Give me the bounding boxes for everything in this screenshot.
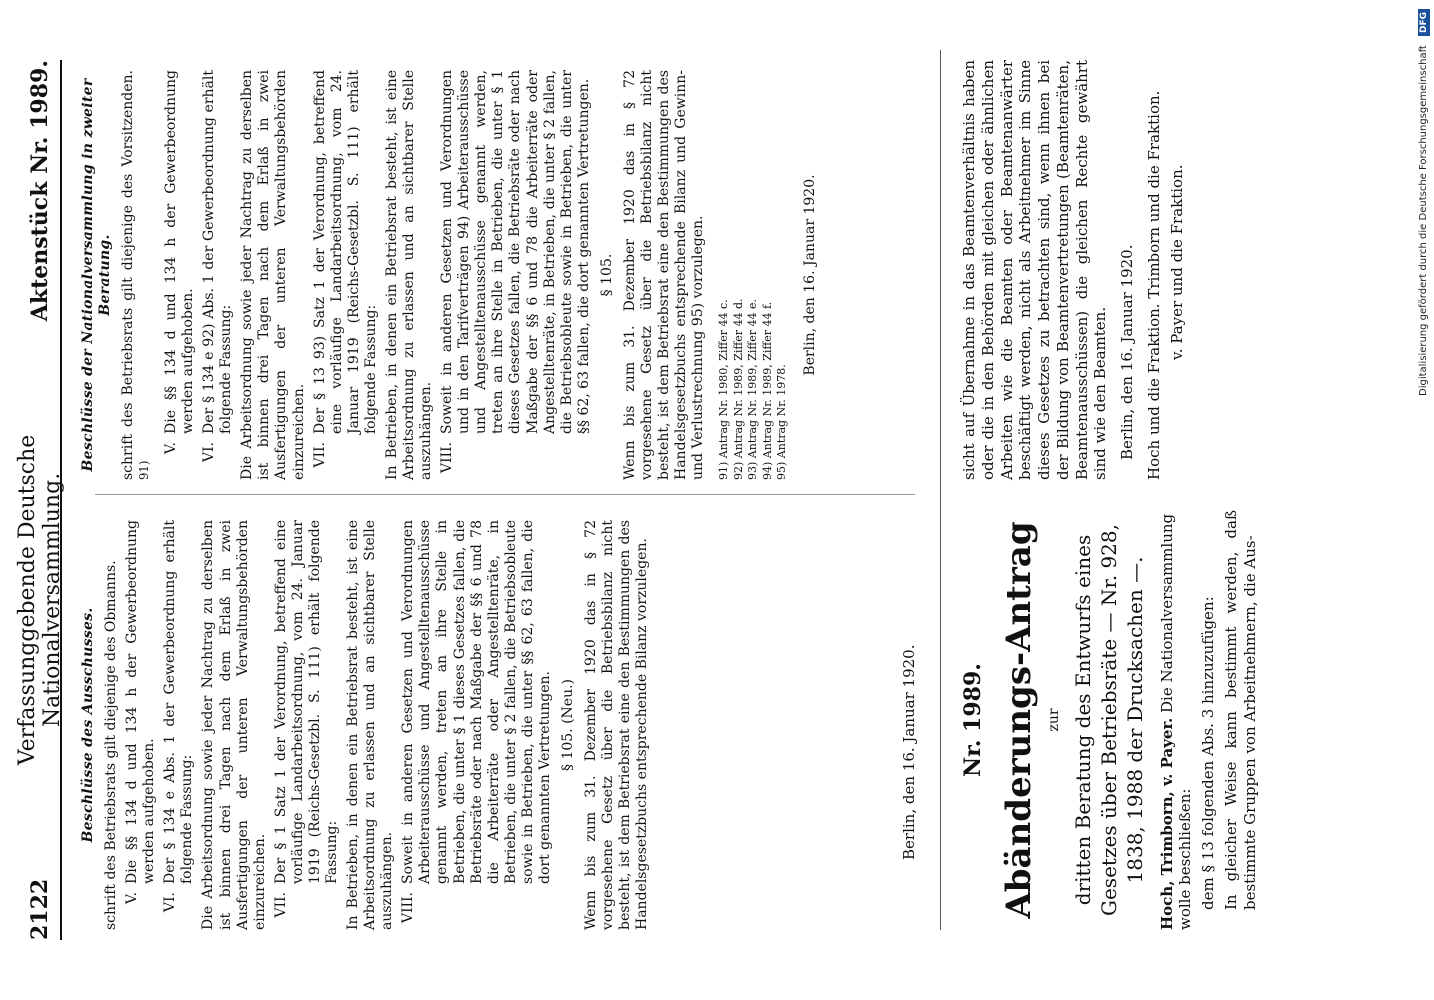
page-header — [15, 60, 65, 940]
section-rule — [940, 50, 941, 930]
item-number: VII. — [272, 892, 289, 918]
item-text: Der § 134 e Abs. 1 der Gewerbeordnung erhält folgende Fassung: — [162, 520, 196, 884]
committee-item-vi — [162, 520, 196, 930]
amendment-date: Berlin, den 16. Januar 1920. — [1118, 244, 1136, 460]
amendment-right-column — [960, 60, 1186, 480]
committee-column — [80, 520, 655, 930]
assembly-section-text: Wenn bis zum 31. Dezember 1920 das in § 72 vorgesehene Gesetz über die Betriebsbilanz nicht besteht, ist dem Betriebsrat eine den Bestimmungen des Handelsgesetzbuchs entsprechende Bilanz und Gewinn- und Verlustrechnung 95) vorzulegen. — [621, 70, 707, 480]
committee-heading: Beschlüsse des Ausschusses. — [80, 607, 96, 843]
committee-item-v — [124, 520, 158, 930]
item-text: Der § 1 Satz 1 der Verordnung, betreffend eine vorläufige Landarbeitsordnung, vom 24. Januar 1919 (Reichs-Gesetzbl. S. 111) erhält folgende Fassung: — [272, 520, 341, 884]
amendment-left-column — [960, 510, 1259, 930]
motion-text-start: In gleicher Weise kann bestimmt werden, daß bestimmte Gruppen von Arbeitnehmern, die Aus- — [1221, 510, 1259, 910]
item-number: VIII. — [439, 442, 456, 474]
motion-text-continued: sicht auf Übernahme in das Beamtenverhältnis haben oder die in den Behörden mit gleichen oder ähnlichen Arbeiten wie die Beamten oder Beamtenanwärter beschäftigt werden, nicht als Arbeitnehmer im Sinne dieses Gesetzes zu betrachten sind, wenn ihnen bei der Bildung von Beamtenvertretungen (Beamtenräten, Beamtenausschüssen) die gleichen Rechte gewährt sind wie den Beamten. — [960, 60, 1110, 480]
motion-intro — [1158, 510, 1196, 930]
credit-text: Digitalisierung gefördert durch die Deutsche Forschungsgemeinschaft — [1418, 45, 1429, 396]
item-number: VIII. — [400, 892, 417, 924]
assembly-item-viii — [439, 70, 593, 480]
committee-section-heading: § 105. (Neu.) — [560, 679, 577, 771]
item-text: Der § 134 e 92) Abs. 1 der Gewerbeordnung erhält folgende Fassung: — [201, 70, 235, 434]
item-number: VII. — [311, 442, 328, 468]
motion-paragraph: dem § 13 folgenden Abs. 3 hinzuzufügen: — [1199, 596, 1217, 910]
item-text: Die §§ 134 d und 134 h der Gewerbeordnung werden aufgehoben. — [162, 70, 197, 434]
dfg-logo: DFG — [1418, 9, 1430, 36]
committee-item-vii-quote: In Betrieben, in denen ein Betriebsrat besteht, ist eine Arbeitsordnung zu erlassen und an sichtbarer Stelle auszuhängen. — [345, 520, 396, 930]
item-number: VI. — [162, 892, 179, 913]
signatures-line-2: v. Payer und die Fraktion. — [1167, 164, 1186, 360]
footnote: 92) Antrag Nr. 1989, Ziffer 44 d. — [731, 298, 745, 480]
footnote-ref: 91) — [137, 460, 152, 480]
footnotes — [717, 70, 788, 480]
amendment-title: Abänderungs-Antrag — [998, 521, 1039, 919]
item-text: Die §§ 134 d und 134 h der Gewerbeordnung werden aufgehoben. — [124, 520, 158, 884]
footnote: 95) Antrag Nr. 1978. — [774, 364, 788, 480]
item-number: V. — [124, 892, 141, 905]
digitization-credit — [1418, 6, 1432, 406]
assembly-section-heading: § 105. — [598, 253, 615, 297]
committee-item-vii — [273, 520, 341, 930]
committee-item-vi-quote: Die Arbeitsordnung sowie jeder Nachtrag zu derselben ist binnen drei Tagen nach dem Erlaß in zwei Ausfertigungen der unteren Verwaltungsbehörden einzureichen. — [200, 520, 268, 930]
motion-authors: Hoch, Trimborn, v. Payer. — [1157, 717, 1176, 930]
amendment-section — [940, 50, 1259, 930]
item-text: Soweit in anderen Gesetzen und Verordnungen Arbeiterausschüsse und Angestelltenausschüsse genannt werden, treten an ihre Stelle in Betrieben, die unter § 1 dieses Gesetzes fallen, die Betriebsräte oder nach Maßgabe der §§ 6 und 78 die Arbeiterräte oder Angestelltenräte, in Betrieben, die unter § 2 fallen, die Betriebsobleute sowie in Betrieben, die unter §§ 62, 63 fallen, die dort genannten Vertretungen. — [400, 520, 553, 884]
footnote: 91) Antrag Nr. 1980, Ziffer 44 c. — [717, 299, 731, 480]
item-text: Der § 13 93) Satz 1 der Verordnung, betreffend eine vorläufige Landarbeitsordnung, vom 24. Januar 1919 (Reichs-Gesetzbl. S. 111) erhält folgende Fassung: — [311, 70, 379, 434]
item-text: Soweit in anderen Gesetzen und Verordnungen und in den Tarifverträgen 94) Arbeiterausschüsse und Angestelltenausschüsse genannt werden, treten an ihre Stelle in Betrieben, die unter § 1 dieses Gesetzes fallen, die Betriebsräte oder nach Maßgabe der §§ 6 und 78 die Arbeiterräte oder Angestelltenräte, in Betrieben, die unter § 2 fallen, die Betriebsobleute sowie in Betrieben, die unter §§ 62, 63 fallen, die dort genannten Vertretungen. — [439, 70, 592, 434]
assembly-item-vi — [201, 70, 235, 480]
header-title: Verfassunggebende Deutsche Nationalversammlung. — [15, 434, 65, 766]
item-number: V. — [162, 442, 179, 455]
assembly-date: Berlin, den 16. Januar 1920. — [802, 174, 819, 376]
signatures-line-1: Hoch und die Fraktion. Trimborn und die Fraktion. — [1144, 90, 1163, 480]
assembly-heading: Beschlüsse der Nationalversammlung in zweiter Beratung. — [80, 78, 114, 472]
item-number: VI. — [201, 442, 218, 463]
amendment-subtitle: dritten Beratung des Entwurfs eines Gesetzes über Betriebsräte — Nr. 928, 1838, 1988 der Drucksachen —. — [1070, 524, 1147, 916]
motion-intro-text: Die Nationalversammlung wolle beschließen: — [1157, 513, 1195, 930]
assembly-intro — [120, 70, 159, 480]
amendment-number: Nr. 1989. — [960, 663, 986, 777]
document-reference: Aktenstück Nr. 1989. — [27, 60, 53, 322]
assembly-item-vi-quote: Die Arbeitsordnung sowie jeder Nachtrag zu derselben ist binnen drei Tagen nach dem Erlaß in zwei Ausfertigungen der unteren Verwaltungsbehörden einzureichen. — [239, 70, 307, 480]
committee-item-viii — [400, 520, 554, 930]
assembly-intro-text: schrift des Betriebsrats gilt diejenige des Vorsitzenden. — [120, 70, 137, 480]
page-number: 2122 — [27, 878, 53, 940]
assembly-column — [80, 70, 825, 480]
footnote: 94) Antrag Nr. 1989, Ziffer 44 f. — [760, 301, 774, 480]
footnote: 93) Antrag Nr. 1989, Ziffer 44 e. — [746, 299, 760, 480]
committee-date: Berlin, den 16. Januar 1920. — [900, 644, 918, 860]
committee-section-text: Wenn bis zum 31. Dezember 1920 das in § 72 vorgesehene Gesetz über die Betriebsbilanz nicht besteht, ist dem Betriebsrat eine den Bestimmungen des Handelsgesetzbuchs entsprechende Bilanz vorzulegen. — [583, 520, 651, 930]
assembly-item-v — [163, 70, 197, 480]
assembly-item-vii-quote: In Betrieben, in denen ein Betriebsrat besteht, ist eine Arbeitsordnung zu erlassen und an sichtbarer Stelle auszuhängen. — [383, 70, 435, 480]
amendment-zur: zur — [1046, 708, 1062, 732]
committee-intro: schrift des Betriebsrats gilt diejenige des Obmanns. — [103, 560, 120, 930]
assembly-item-vii — [312, 70, 380, 480]
column-divider — [95, 494, 915, 495]
